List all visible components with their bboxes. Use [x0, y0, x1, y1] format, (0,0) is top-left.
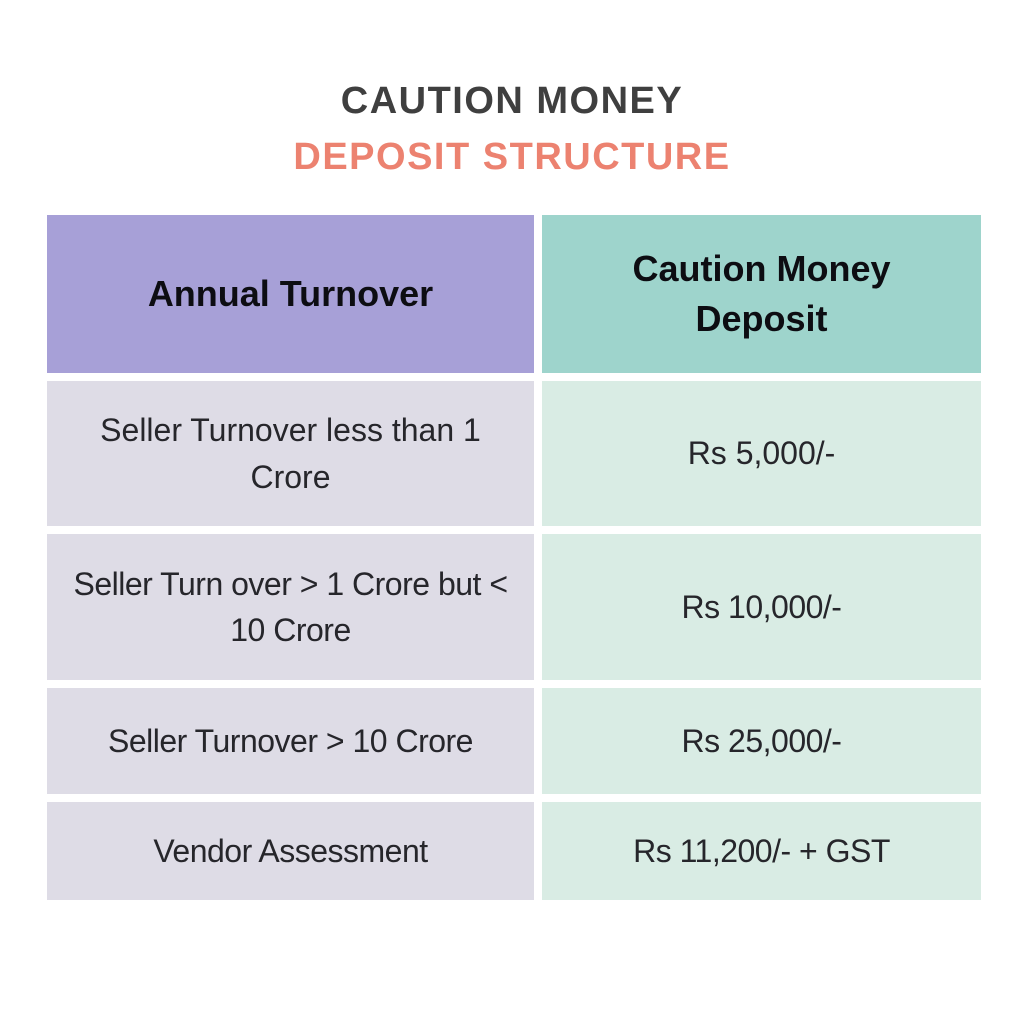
table-row-2-deposit-cell [542, 534, 981, 680]
deposit-table [47, 215, 981, 900]
title-line-2: DEPOSIT STRUCTURE [293, 135, 731, 178]
table-row-1-deposit-cell [542, 381, 981, 526]
column-header-annual-turnover [47, 215, 534, 373]
turnover-value: Vendor Assessment [153, 832, 428, 869]
turnover-value: Seller Turnover less than 1 Crore [100, 412, 481, 495]
deposit-value: Rs 10,000/- [681, 588, 842, 625]
title-line-1: CAUTION MONEY [340, 80, 684, 122]
table-row-3-turnover-cell [47, 688, 534, 794]
table-row-4-turnover-cell [47, 802, 534, 900]
table-row-4-deposit-cell [542, 802, 981, 900]
table-row-1-turnover-cell [47, 381, 534, 526]
column-header-caution-money-deposit [542, 215, 981, 373]
page-title [0, 80, 1024, 179]
column-header-label: Caution Money Deposit [632, 247, 891, 339]
deposit-value: Rs 5,000/- [687, 435, 836, 472]
column-header-label: Annual Turnover [147, 272, 434, 314]
table-row-2-turnover-cell [47, 534, 534, 680]
deposit-value: Rs 25,000/- [681, 722, 842, 759]
turnover-value: Seller Turn over > 1 Crore but < 10 Crore [73, 565, 508, 648]
table-row-3-deposit-cell [542, 688, 981, 794]
deposit-value: Rs 11,200/- + GST [633, 832, 890, 869]
turnover-value: Seller Turnover > 10 Crore [108, 722, 473, 759]
